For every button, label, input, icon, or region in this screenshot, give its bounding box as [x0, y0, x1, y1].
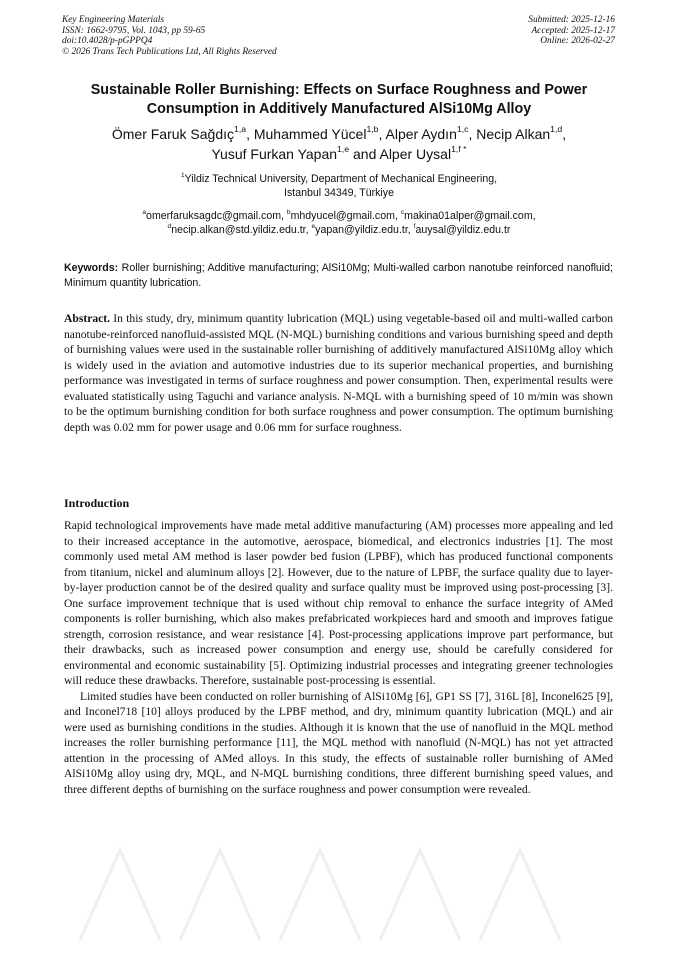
introduction-body	[64, 518, 613, 797]
watermark-graphic	[60, 830, 620, 950]
author-list	[62, 125, 616, 164]
keywords	[64, 261, 613, 290]
author: Necip Alkan$^{1,d}$,	[476, 124, 567, 142]
paper-title: Sustainable Roller Burnishing: Effects on Surface Roughness and Power Consumption in Additively Manufactured AlSi10Mg Alloy	[90, 82, 588, 117]
email[interactable]: $^c$makina01alper@gmail.com	[400, 208, 533, 222]
online-date: Online: 2026-02-27	[540, 36, 615, 47]
email[interactable]: $^f$auysal@yildiz.edu.tr	[413, 222, 511, 236]
journal-name: Key Engineering Materials	[62, 15, 165, 25]
email[interactable]: $^d$necip.alkan@std.yildiz.edu.tr	[167, 222, 306, 236]
author: Muhammed Yücel$^{1,b}$,	[253, 124, 386, 142]
email[interactable]: $^e$yapan@yildiz.edu.tr	[311, 222, 408, 236]
author: Ömer Faruk Sağdıç$^{1,a}$,	[111, 124, 254, 142]
paragraph: Rapid technological improvements have made metal additive manufacturing (AM) processes more appealing and led to their increased acceptance in the automotive, aerospace, biomedical, and electronics industries [1]. The most commonly used metal AM method is laser powder bed fusion (LPBF), which has produced functional components from titanium, nickel and aluminum alloys [2]. However, due to the nature of LPBF, the surface quality due to layer-by-layer production cannot be of the desired quality and surface quality must be improved using post-processing [3]. One surface improvement technique that is used without chip removal to enhance the surface integrity of AMed components is roller burnishing, which also makes prefabricated workpieces hard and smooth and improves fatigue strength, corrosion resistance, and wear resistance [4]. Post-processing applications improve part performance, but their drawbacks, such as increased power consumption and energy use, should be carefully considered for environmental and economic sustainability [5]. Optimizing industrial processes and integrating greener technologies will reduce these drawbacks. Therefore, sustainable post-processing is essential.	[64, 519, 613, 687]
email[interactable]: $^b$mhdyucel@gmail.com	[286, 208, 395, 222]
abstract-label: Abstract.	[64, 312, 111, 325]
author: Yusuf Furkan Yapan$^{1,e}$ and	[211, 143, 380, 162]
introduction-heading: Introduction	[64, 496, 130, 510]
paragraph: Limited studies have been conducted on roller burnishing of AlSi10Mg [6], GP1 SS [7], 316L [8], Inconel625 [9], and Inconel718 [10] alloys produced by the LPBF method, and dry, minimum quantity lubrication (MQL) and air were used as burnishing conditions in the studies. Although it is known that the use of nanofluid in the MQL method increases the roller burnishing performance [11], the MQL method with nanofluid (N-MQL) has not yet attracted attention in the processing of AMed alloys. In this study, the effects of sustainable roller burnishing of AMed AlSi10Mg alloy using dry, MQL, and N-MQL burnishing conditions, three different burnishing speed values, and three different depths of burnishing on the surface roughness and power consumption were revealed.	[64, 689, 613, 796]
abstract-text: In this study, dry, minimum quantity lubrication (MQL) using vegetable-based oil and multi-walled carbon nanotube-reinforced nanofluid-assisted MQL (N-MQL) burnishing conditions and various burnishing speed and depth of burnishing values were used in the sustainable roller burnishing of additively manufactured AlSi10Mg alloy which is widely used in the aviation and automotive industries due to its superior mechanical properties, and burnishing performance was investigated in terms of surface roughness and power consumption. Then, experimental results were evaluated statistically using Taguchi and variance analysis. N-MQL with a burnishing speed of 10 m/min was shown to be the optimum burnishing condition for both surface roughness and power consumption. The optimum burnishing depth was 0.02 mm for power usage and 0.06 mm for surface roughness.	[64, 312, 613, 434]
journal-header	[62, 15, 277, 57]
journal-doi: doi:10.4028/p-pGPPQ4	[62, 36, 153, 47]
affiliation-line: Yildiz Technical University, Department of Mechanical Engineering,	[184, 173, 498, 185]
affiliation: $^1$Yildiz Technical University, Department of Mechanical Engineering, Istanbul 34349, Türkiye	[180, 171, 498, 199]
email[interactable]: $^a$omerfaruksagdc@gmail.com	[142, 208, 282, 222]
abstract	[64, 311, 613, 435]
author: Alper Uysal$^{1,f *}$	[379, 143, 467, 162]
submitted-date: Submitted: 2025-12-16	[528, 15, 615, 25]
journal-issn: ISSN: 1662-9795, Vol. 1043, pp 59-65	[62, 25, 206, 36]
author: Alper Aydın$^{1,c}$,	[385, 124, 477, 142]
accepted-date: Accepted: 2025-12-17	[531, 25, 615, 36]
keywords-text: Roller burnishing; Additive manufacturing; AlSi10Mg; Multi-walled carbon nanotube reinforced nanofluid; Minimum quantity lubrication.	[64, 262, 613, 289]
email-list: $^a$omerfaruksagdc@gmail.com, $^b$mhdyucel@gmail.com, $^c$makina01alper@gmail.com, $^d$necip.alkan@std.yildiz.edu.tr, $^e$yapan@yildiz.edu.tr, $^f$auysal@yildiz.edu.tr	[142, 208, 536, 236]
dates-header	[528, 15, 615, 47]
keywords-label: Keywords:	[64, 262, 119, 274]
journal-copyright: © 2026 Trans Tech Publications Ltd, All Rights Reserved	[62, 46, 277, 57]
affiliation-line: Istanbul 34349, Türkiye	[284, 186, 394, 199]
